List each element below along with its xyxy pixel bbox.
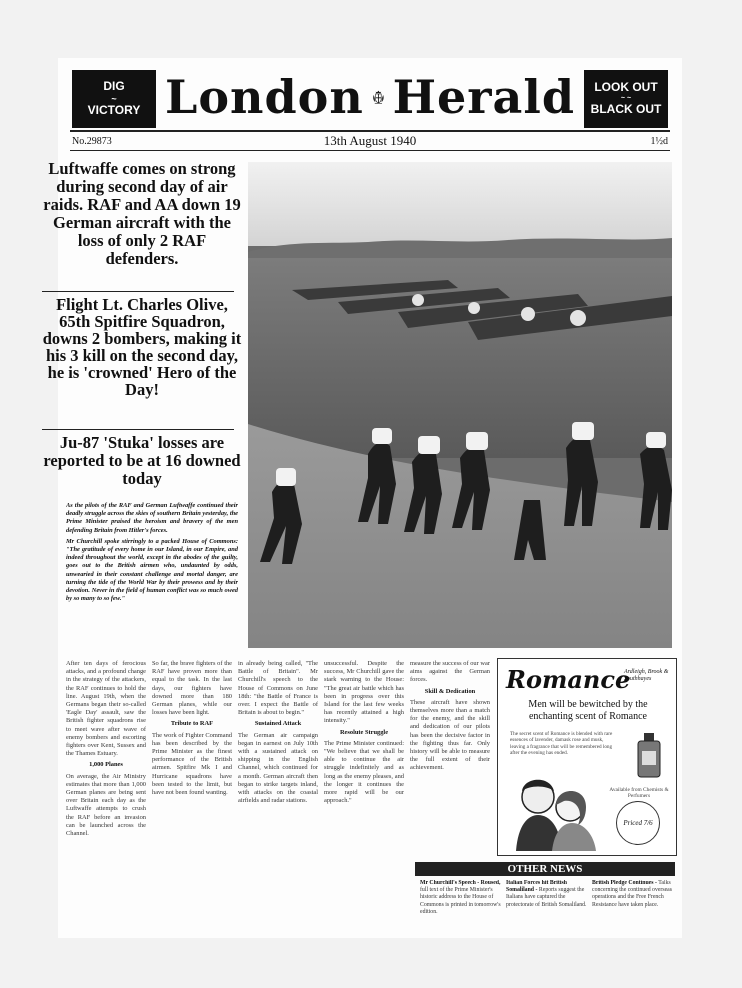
other-news-title: OTHER NEWS: [415, 862, 675, 876]
other-news-item-1-body: full text of the Prime Minister's historic address to the House of Commons is printed in tomorrow's edition.: [420, 887, 501, 915]
column-4-subhead: Resolute Struggle: [339, 728, 389, 736]
advert-brand: Romance: [506, 665, 631, 694]
masthead: [165, 62, 575, 132]
column-2: [152, 660, 232, 928]
issue-date: 13th August 1940: [323, 133, 417, 148]
column-2-text-2: The work of Fighter Command has been described by the Prime Minister as the finest performance of the British airmen. Spitfire Mk I and Hurricane squadrons have been tested to the limit, but have not been found wanting.: [152, 731, 232, 797]
romance-perfume-advert: [497, 658, 677, 856]
column-2-subhead: Tribute to RAF: [170, 720, 214, 728]
advert-body: The secret scent of Romance is blended with rare essences of lavender, damask rose and musk, leaving a fragrance that will be remembered long after the evening has ended.: [510, 731, 613, 757]
column-5-text: measure the success of our war aims against the German forces.: [410, 660, 490, 684]
advert-seal: [616, 801, 660, 845]
other-news-item-3: [592, 880, 676, 930]
advert-headline: Men will be bewitched by the enchanting scent of Romance: [528, 699, 648, 722]
lead-article: [66, 502, 238, 650]
issue-price: 1½d: [650, 136, 668, 147]
advert-footer: Available from Chemists & Perfumers: [609, 787, 669, 800]
spitfire-scramble-photo: [248, 162, 672, 648]
right-box-line-1: LOOK OUT: [594, 80, 658, 95]
column-4: [324, 660, 404, 928]
column-3-text-2: The German air campaign began in earnest on July 10th with a sustained attack on shipping in the English Channel, which continued for a month. German aircraft then began to strike targets inland, with attacks on the coastal airfields and radar stations.: [238, 731, 318, 805]
other-news-item-3-body: Talks concerning the continued overseas operations and the Free French Resistance have taken place.: [592, 880, 672, 908]
right-box-line-2: ~ ~: [620, 94, 632, 102]
masthead-title-left: London: [165, 70, 364, 124]
advert-seal-text: Priced 7/6: [623, 819, 653, 827]
headline-hero: Flight Lt. Charles Olive, 65th Spitfire Squadron, downs 2 bombers, making it his 3 kill on the second day, he is 'crowned' Hero of the Day!: [42, 295, 242, 399]
column-4-text: unsuccessful. Despite the success, Mr Churchill gave the stark warning to the House: "The great air battle which has been in progress over this Island for the last few weeks has recently attained a high intensity.": [324, 660, 404, 725]
other-news-item-2: [506, 880, 590, 930]
dig-for-victory-box: [72, 70, 156, 128]
headline-stuka: Ju-87 'Stuka' losses are reported to be at 16 downed today: [43, 433, 241, 488]
column-3: [238, 660, 318, 928]
column-1-text: After ten days of ferocious attacks, and a profound change in the strategy of the attackers, the RAF continues to hold the line. August 19th, when the Germans began their so-called 'Eagle Day' assault, saw the British fighter squadrons rise to meet wave after wave of enemy bombers and escorting fighters over Kent, Sussex and the Thames Estuary.: [66, 660, 146, 758]
lookout-blackout-box: [584, 70, 668, 128]
left-box-line-2: ~: [111, 93, 117, 104]
lead-paragraph-2: Mr Churchill spoke stirringly to a packed House of Commons: "The gratitude of every home in our Island, in our Empire, and indeed throughout the world, except in the abodes of the guilty, goes out to the British airmen who, undaunted by odds, unwearied in their constant challenge and mortal danger, are turning the tide of the World War by their prowess and by their devotion. Never in the field of human conflict was so much owed by so many to so few.": [66, 537, 238, 603]
issue-number: No.29873: [72, 136, 112, 147]
column-1-text-2: On average, the Air Ministry estimates that more than 1,000 German planes are being sent over Britain each day as the Luftwaffe attempts to crush the RAF before an invasion can be launched across the Channel.: [66, 772, 146, 838]
other-news-item-2-head: Italian Forces hit British Somaliland -: [506, 880, 567, 894]
other-news-item-1-head: Mr Churchill's Speech - Roused,: [420, 880, 501, 886]
masthead-rule-bottom: [70, 150, 670, 151]
photo-illustration: [248, 162, 672, 648]
royal-crest-icon: [372, 70, 385, 124]
column-5: [410, 660, 490, 856]
right-box-line-3: BLACK OUT: [590, 102, 662, 117]
left-box-line-3: VICTORY: [87, 103, 141, 118]
other-news-item-3-head: British Pledge Continues -: [592, 880, 657, 886]
headline-divider-2: [42, 429, 234, 430]
lead-paragraph-1: As the pilots of the RAF and German Luftwaffe continued their deadly struggle across the skies of southern Britain yesterday, the Prime Minister praised the heroism and bravery of the men defending Britain from Hitler's forces.: [66, 502, 238, 534]
other-news-item-1: [420, 880, 504, 930]
column-4-text-2: The Prime Minister continued: "We believe that we shall be able to continue the air struggle indefinitely and as long as the enemy pleases, and the longer it continues the more rapid will be our approach.": [324, 739, 404, 805]
column-2-text: So far, the brave fighters of the RAF have proven more than equal to the task. In the last days, our fighters have downed more than 180 German planes, while our losses have been light.: [152, 660, 232, 717]
masthead-title-right: Herald: [392, 70, 575, 124]
column-3-text: in already being called, "The Battle of Britain". Mr Churchill's speech to the House of Commons on June 18th: "the Battle of France is over. I expect the Battle of Britain is about to begin.": [238, 660, 318, 717]
left-box-line-1: DIG: [103, 79, 125, 94]
column-5-subhead: Skill & Dedication: [424, 687, 476, 695]
column-1: [66, 660, 146, 928]
couple-illustration: [506, 771, 606, 851]
column-5-text-2: These aircraft have shown themselves more than a match for the enemy, and the skill and dedication of our pilots has been the decisive factor in the fighting thus far. Only history will be able to measure the full extent of their achievement.: [410, 698, 490, 772]
headline-divider-1: [42, 291, 234, 292]
column-1-subhead: 1,000 Planes: [89, 761, 123, 769]
headline-main: Luftwaffe comes on strong during second day of air raids. RAF and AA down 19 German aircraft with the loss of only 2 RAF defenders.: [43, 159, 241, 268]
other-news-item-2-body: Reports suggest the Italians have captured the protectorate of British Somaliland.: [506, 887, 587, 908]
advert-brand-tag: Ardleigh, Brook & Southhayes: [624, 669, 669, 682]
masthead-rule-top: [70, 130, 670, 132]
perfume-bottle-icon: [634, 731, 664, 781]
column-3-subhead: Sustained Attack: [254, 720, 302, 728]
